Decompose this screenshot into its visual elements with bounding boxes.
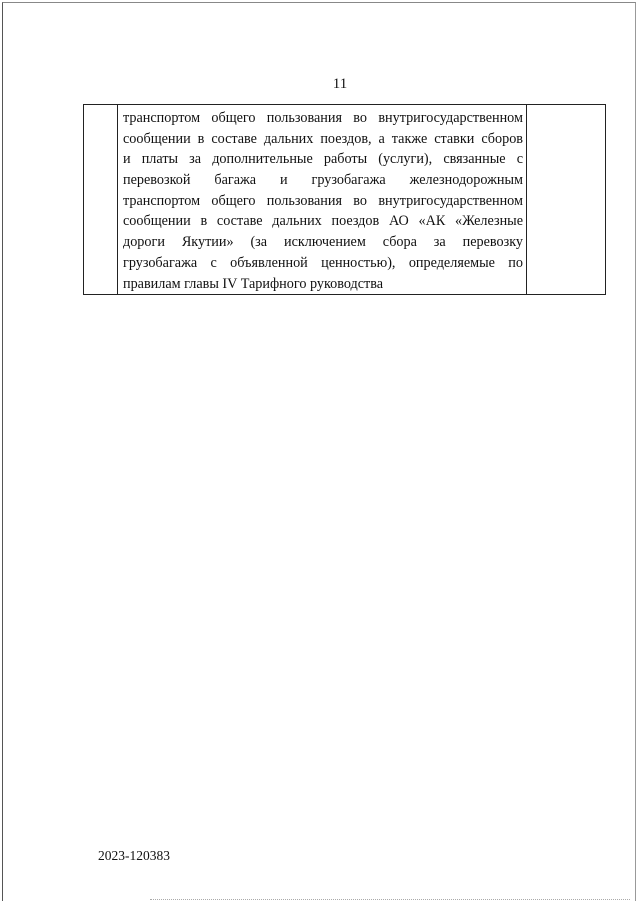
table-cell-description xyxy=(118,105,527,295)
document-code: 2023-120383 xyxy=(98,848,170,863)
description-text xyxy=(118,105,526,294)
description-line: транспортом общего пользования во внутригосударственном xyxy=(123,110,523,126)
tariff-table xyxy=(83,104,606,295)
table-row xyxy=(84,105,606,295)
table-cell-number xyxy=(84,105,118,295)
description-line: сообщении в составе дальних поездов, а также ставки сборов xyxy=(123,130,523,147)
description-line: грузобагажа с объявленной ценностью), определяемые по xyxy=(123,254,523,271)
description-line: дороги Якутии» (за исключением сбора за перевозку xyxy=(123,234,523,251)
description-line: транспортом общего пользования во внутригосударственном xyxy=(123,192,523,209)
description-line: правилам главы IV Тарифного руководства xyxy=(123,275,384,292)
description-line: сообщении в составе дальних поездов АО «АК «Железные xyxy=(123,213,523,230)
table-cell-extra xyxy=(527,105,606,295)
description-line: перевозкой багажа и грузобагажа железнодорожным xyxy=(123,172,523,189)
bottom-edge-line xyxy=(150,899,630,900)
page-number: 11 xyxy=(332,76,348,92)
description-line: и платы за дополнительные работы (услуги), связанные с xyxy=(123,151,523,168)
